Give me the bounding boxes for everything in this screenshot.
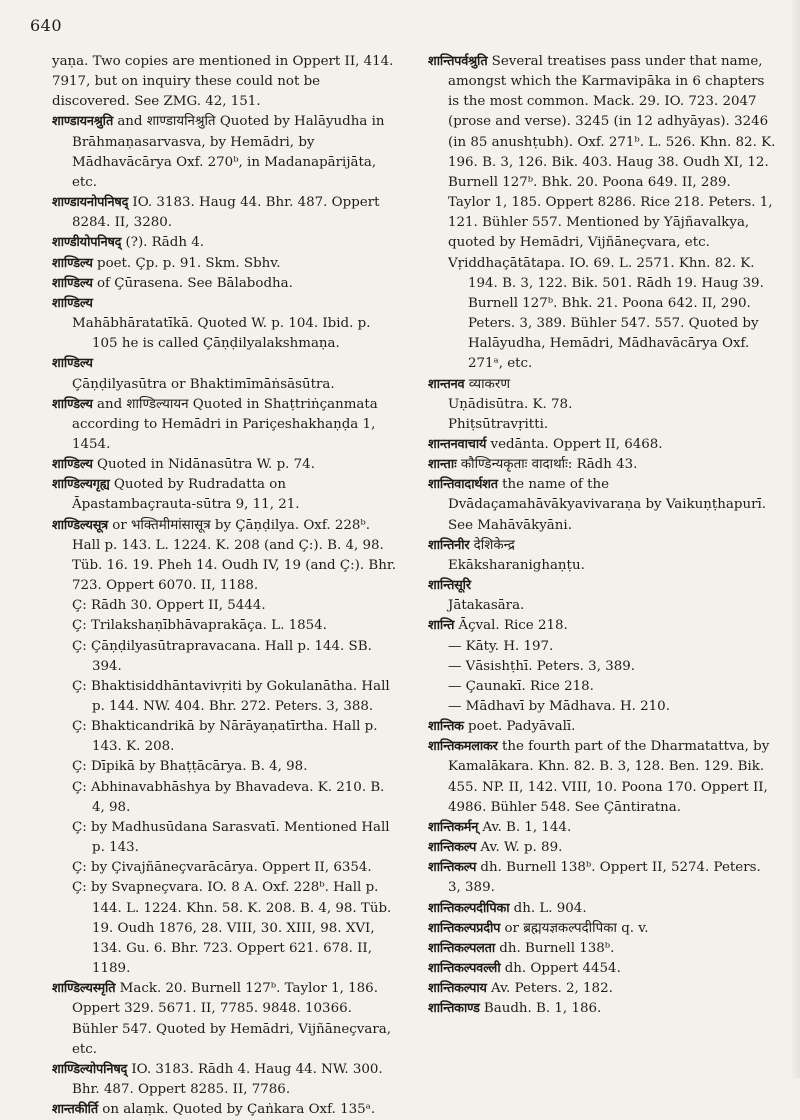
entry-headword: शाण्डिल्य	[52, 356, 93, 372]
dictionary-entry	[428, 919, 776, 939]
dictionary-entry	[52, 677, 400, 717]
dictionary-entry	[428, 475, 776, 535]
dictionary-entry	[52, 637, 400, 677]
dictionary-entry	[52, 52, 400, 112]
entry-text: vedānta. Oppert II, 6468.	[486, 436, 663, 452]
dictionary-entry	[52, 757, 400, 777]
entry-text: Ekāksharanighaṇṭu.	[448, 557, 585, 573]
dictionary-entry	[428, 818, 776, 838]
entry-headword: शान्तिसूरि	[428, 578, 471, 594]
entry-headword: शाण्डायनोपनिषद्	[52, 195, 129, 211]
entry-headword: शान्तिकर्मन्	[428, 819, 479, 835]
entry-text: Av. W. p. 89.	[476, 840, 563, 856]
dictionary-entry	[428, 637, 776, 657]
dictionary-entry	[52, 314, 400, 354]
entry-text: Çāṇḍilyasūtra or Bhaktimīmāṅsāsūtra.	[72, 376, 335, 392]
right-column	[428, 52, 776, 1020]
entry-text: or भक्तिमीमांसासूत्र by Çāṇḍilya. Oxf. 228ᵇ. Hall p. 143. L. 1224. K. 208 (and Ç:). B. 4, 98. Tüb. 16. 19. Pheh 14. Oudh IV, 19 (and Ç:). Bhr. 723. Oppert 6070. II, 1188.	[72, 517, 397, 594]
entry-text: dh. Burnell 138ᵇ.	[495, 940, 615, 956]
entry-text: or ब्रह्मयज्ञकल्पदीपिका q. v.	[500, 920, 649, 936]
dictionary-entry	[52, 193, 400, 233]
entry-text: dh. Oppert 4454.	[500, 961, 621, 977]
entry-text: IO. 3183. Rādh 4. Haug 44. NW. 300. Bhr. 487. Oppert 8285. II, 7786.	[72, 1061, 383, 1097]
dictionary-entry	[52, 274, 400, 294]
entry-headword: शान्तिपर्वश्रुति	[428, 54, 488, 69]
dictionary-entry	[52, 878, 400, 979]
dictionary-entry	[428, 697, 776, 717]
dictionary-entry	[52, 294, 400, 314]
entry-headword: शान्तिक	[428, 719, 464, 735]
entry-headword: शान्तिनीर	[428, 537, 470, 553]
entry-text: Uṇādisūtra. K. 78.	[448, 396, 573, 412]
entry-text: Av. B. 1, 144.	[478, 819, 572, 835]
entry-text: on alaṃk. Quoted by Çaṅkara Oxf. 135ᵃ.	[98, 1102, 376, 1118]
entry-text: poet. Padyāvalī.	[463, 719, 576, 735]
entry-text: Ç: by Madhusūdana Sarasvatī. Mentioned Hall p. 143.	[72, 819, 390, 856]
entry-text: dh. L. 904.	[509, 900, 587, 916]
entry-text: — Vāsishṭhī. Peters. 3, 389.	[448, 658, 636, 674]
left-column	[52, 52, 400, 1120]
entry-headword: शान्तिकल्प	[428, 840, 477, 856]
entry-text: व्याकरण	[464, 376, 510, 392]
dictionary-entry	[428, 858, 776, 898]
dictionary-entry	[52, 475, 400, 515]
page-edge-shadow	[790, 0, 800, 1078]
entry-headword: शान्तिकल्पाय	[428, 981, 487, 997]
dictionary-entry	[428, 939, 776, 959]
entry-text: Mack. 20. Burnell 127ᵇ. Taylor 1, 186. Oppert 329. 5671. II, 7785. 9848. 10366. Bühler 547. Quoted by Hemādri, Vijñāneçvara, etc.	[72, 981, 391, 1057]
dictionary-entry	[428, 616, 776, 636]
dictionary-entry	[52, 516, 400, 597]
dictionary-entry	[428, 395, 776, 415]
dictionary-entry	[428, 999, 776, 1019]
entry-text: Āçval. Rice 218.	[454, 618, 568, 634]
entry-text: देशिकेन्द्र	[469, 537, 515, 553]
entry-headword: शान्तिवादार्थशत	[428, 477, 498, 493]
entry-text: Phiṭsūtravṛitti.	[448, 416, 549, 432]
entry-headword: शाण्डिल्य	[52, 255, 93, 271]
entry-headword: शाण्डिल्य	[52, 295, 93, 311]
entry-headword: शान्तनवाचार्य	[428, 436, 487, 452]
entry-text: Av. Peters. 2, 182.	[486, 981, 613, 997]
entry-text: Several treatises pass under that name, amongst which the Karmavipāka in 6 chapters is the most common. Mack. 29. IO. 723. 2047 (prose and verse). 3245 (in 12 adhyāyas). 3246 (in 85 anushṭubh). Oxf. 271ᵇ. L. 526. Khn. 82. K. 196. B. 3, 126. Bik. 403. Haug 38. Oudh XI, 12. Burnell 127ᵇ. Bhk. 20. Poona 649. II, 289. Taylor 1, 185. Oppert 8286. Rice 218. Peters. 1, 121. Bühler 557. Mentioned by Yājñavalkya, quoted by Hemādri, Vijñāneçvara, etc.	[448, 54, 776, 251]
dictionary-entry	[428, 899, 776, 919]
dictionary-entry	[428, 455, 776, 475]
entry-headword: शाण्डिल्यस्मृति	[52, 981, 116, 997]
entry-headword: शान्तिकल्पदीपिका	[428, 900, 510, 916]
entry-text: Baudh. B. 1, 186.	[479, 1001, 602, 1017]
entry-headword: शाण्डायनश्रुति	[52, 114, 114, 130]
entry-text: IO. 3183. Haug 44. Bhr. 487. Oppert 8284. II, 3280.	[72, 195, 380, 231]
dictionary-entry	[428, 838, 776, 858]
entry-text: poet. Çp. p. 91. Skm. Sbhv.	[92, 255, 281, 271]
dictionary-entry	[428, 576, 776, 596]
dictionary-entry	[428, 677, 776, 697]
dictionary-entry	[428, 415, 776, 435]
dictionary-entry	[428, 254, 776, 375]
dictionary-entry	[428, 536, 776, 556]
dictionary-entry	[428, 979, 776, 999]
entry-text: (?). Rādh 4.	[121, 235, 204, 251]
entry-headword: शाण्डिल्य	[52, 275, 93, 291]
entry-text: Ç: Dīpikā by Bhaṭṭācārya. B. 4, 98.	[72, 759, 308, 775]
entry-text: the fourth part of the Dharmatattva, by Kamalākara. Khn. 82. B. 3, 128. Ben. 129. Bik. 455. NP. II, 142. VIII, 10. Poona 170. Oppert II, 4986. Bühler 548. See Çāntiratna.	[448, 739, 770, 815]
dictionary-entry	[428, 52, 776, 254]
entry-headword: शाण्डिल्य	[52, 396, 93, 412]
dictionary-entry	[52, 778, 400, 818]
dictionary-entry	[52, 112, 400, 193]
entry-headword: शाण्डिल्यगृह्य	[52, 477, 110, 493]
entry-text: the name of the Dvādaçamahāvākyavivaraṇa by Vaikuṇṭhapurī. See Mahāvākyāni.	[448, 477, 767, 533]
entry-text: Quoted by Rudradatta on Āpastambaçrauta-sūtra 9, 11, 21.	[72, 477, 300, 513]
entry-text: of Çūrasena. See Bālabodha.	[92, 275, 293, 291]
entry-headword: शान्तिकल्प	[428, 860, 477, 876]
entry-text: Ç: by Svapneçvara. IO. 8 A. Oxf. 228ᵇ. Hall p. 144. L. 1224. Khn. 58. K. 208. B. 4, 98. Tüb. 19. Oudh 1876, 28. VIII, 30. XIII, 98. XVI, 134. Gu. 6. Bhr. 723. Oppert 621. 678. II, 1189.	[72, 880, 392, 977]
dictionary-entry	[52, 233, 400, 253]
entry-headword: शान्ति	[428, 618, 455, 634]
entry-text: and शाण्डायनिश्रुति Quoted by Halāyudha in Brāhmaṇasarvasva, by Hemādri, by Mādhavācārya Oxf. 270ᵇ, in Madanapārijāta, etc.	[72, 114, 385, 190]
entry-text: and शाण्डिल्यायन Quoted in Shaṭtriṅçanmata according to Hemādri in Pariçeshakhaṇḍa 1, 1454.	[72, 396, 378, 452]
entry-text: Ç: Çāṇḍilyasūtrapravacana. Hall p. 144. SB. 394.	[72, 638, 372, 674]
dictionary-entry	[428, 596, 776, 616]
entry-text: Quoted in Nidānasūtra W. p. 74.	[92, 457, 315, 473]
dictionary-entry	[52, 455, 400, 475]
dictionary-entry	[52, 818, 400, 858]
dictionary-entry	[428, 556, 776, 576]
entry-text: Ç: Trilakshaṇībhāvaprakāça. L. 1854.	[72, 618, 327, 634]
entry-text: Ç: by Çivajñāneçvarācārya. Oppert II, 6354.	[72, 860, 372, 876]
entry-text: Ç: Bhaktisiddhāntavivṛiti by Gokulanātha. Hall p. 144. NW. 404. Bhr. 272. Peters. 3, 388.	[72, 678, 390, 714]
dictionary-entry	[428, 717, 776, 737]
dictionary-entry	[428, 737, 776, 818]
dictionary-entry	[52, 596, 400, 616]
dictionary-entry	[52, 254, 400, 274]
entry-text: Jātakasāra.	[448, 598, 525, 614]
entry-text: dh. Burnell 138ᵇ. Oppert II, 5274. Peters. 3, 389.	[448, 860, 761, 896]
dictionary-entry	[52, 858, 400, 878]
dictionary-entry	[52, 979, 400, 1060]
entry-text: — Mādhavī by Mādhava. H. 210.	[448, 699, 670, 714]
entry-text: Ç: Rādh 30. Oppert II, 5444.	[72, 598, 266, 614]
entry-text: yaṇa. Two copies are mentioned in Oppert II, 414. 7917, but on inquiry these could not be discovered. See ZMG. 42, 151.	[52, 54, 394, 110]
dictionary-entry	[428, 435, 776, 455]
entry-text: Vṛiddhaçātātapa. IO. 69. L. 2571. Khn. 82. K. 194. B. 3, 122. Bik. 501. Rādh 19. Haug 39. Burnell 127ᵇ. Bhk. 21. Poona 642. II, 290. Peters. 3, 389. Bühler 547. 557. Quoted by Halāyudha, Hemādri, Mādhavācārya Oxf. 271ᵃ, etc.	[448, 255, 764, 372]
dictionary-entry	[428, 959, 776, 979]
entry-headword: शान्तनव	[428, 376, 465, 392]
page-number: 640	[30, 16, 63, 35]
entry-text: Mahābhāratatīkā. Quoted W. p. 104. Ibid. p. 105 he is called Çāṇḍilyalakshmaṇa.	[72, 316, 371, 352]
entry-text: Ç: Abhinavabhāshya by Bhavadeva. K. 210. B. 4, 98.	[72, 779, 385, 815]
entry-headword: शाण्डिल्य	[52, 457, 93, 473]
entry-text: कौण्डिन्यकृताः वादार्थाः: Rādh 43.	[456, 457, 638, 473]
entry-headword: शाण्डिल्योपनिषद्	[52, 1061, 128, 1077]
entry-headword: शान्तिकमलाकर	[428, 739, 498, 755]
entry-headword: शाण्डिल्यसूत्र	[52, 517, 109, 533]
dictionary-entry	[52, 616, 400, 636]
entry-headword: शान्ताः	[428, 457, 457, 473]
dictionary-entry	[428, 657, 776, 677]
entry-text: Ç: Bhakticandrikā by Nārāyaṇatīrtha. Hall p. 143. K. 208.	[72, 719, 378, 755]
entry-headword: शाण्डीयोपनिषद्	[52, 235, 122, 251]
dictionary-entry	[52, 1100, 400, 1120]
dictionary-entry	[52, 354, 400, 374]
entry-headword: शान्तिकल्पलता	[428, 940, 496, 956]
entry-headword: शान्तकीर्ति	[52, 1102, 99, 1118]
dictionary-entry	[428, 375, 776, 395]
dictionary-entry	[52, 375, 400, 395]
dictionary-entry	[52, 395, 400, 455]
entry-text: — Kāty. H. 197.	[448, 638, 554, 654]
dictionary-entry	[52, 717, 400, 757]
entry-headword: शान्तिकल्पप्रदीप	[428, 920, 501, 936]
dictionary-entry	[52, 1060, 400, 1100]
entry-headword: शान्तिकाण्ड	[428, 1001, 480, 1017]
entry-headword: शान्तिकल्पवल्ली	[428, 961, 501, 977]
entry-text: — Çaunakī. Rice 218.	[448, 678, 594, 694]
